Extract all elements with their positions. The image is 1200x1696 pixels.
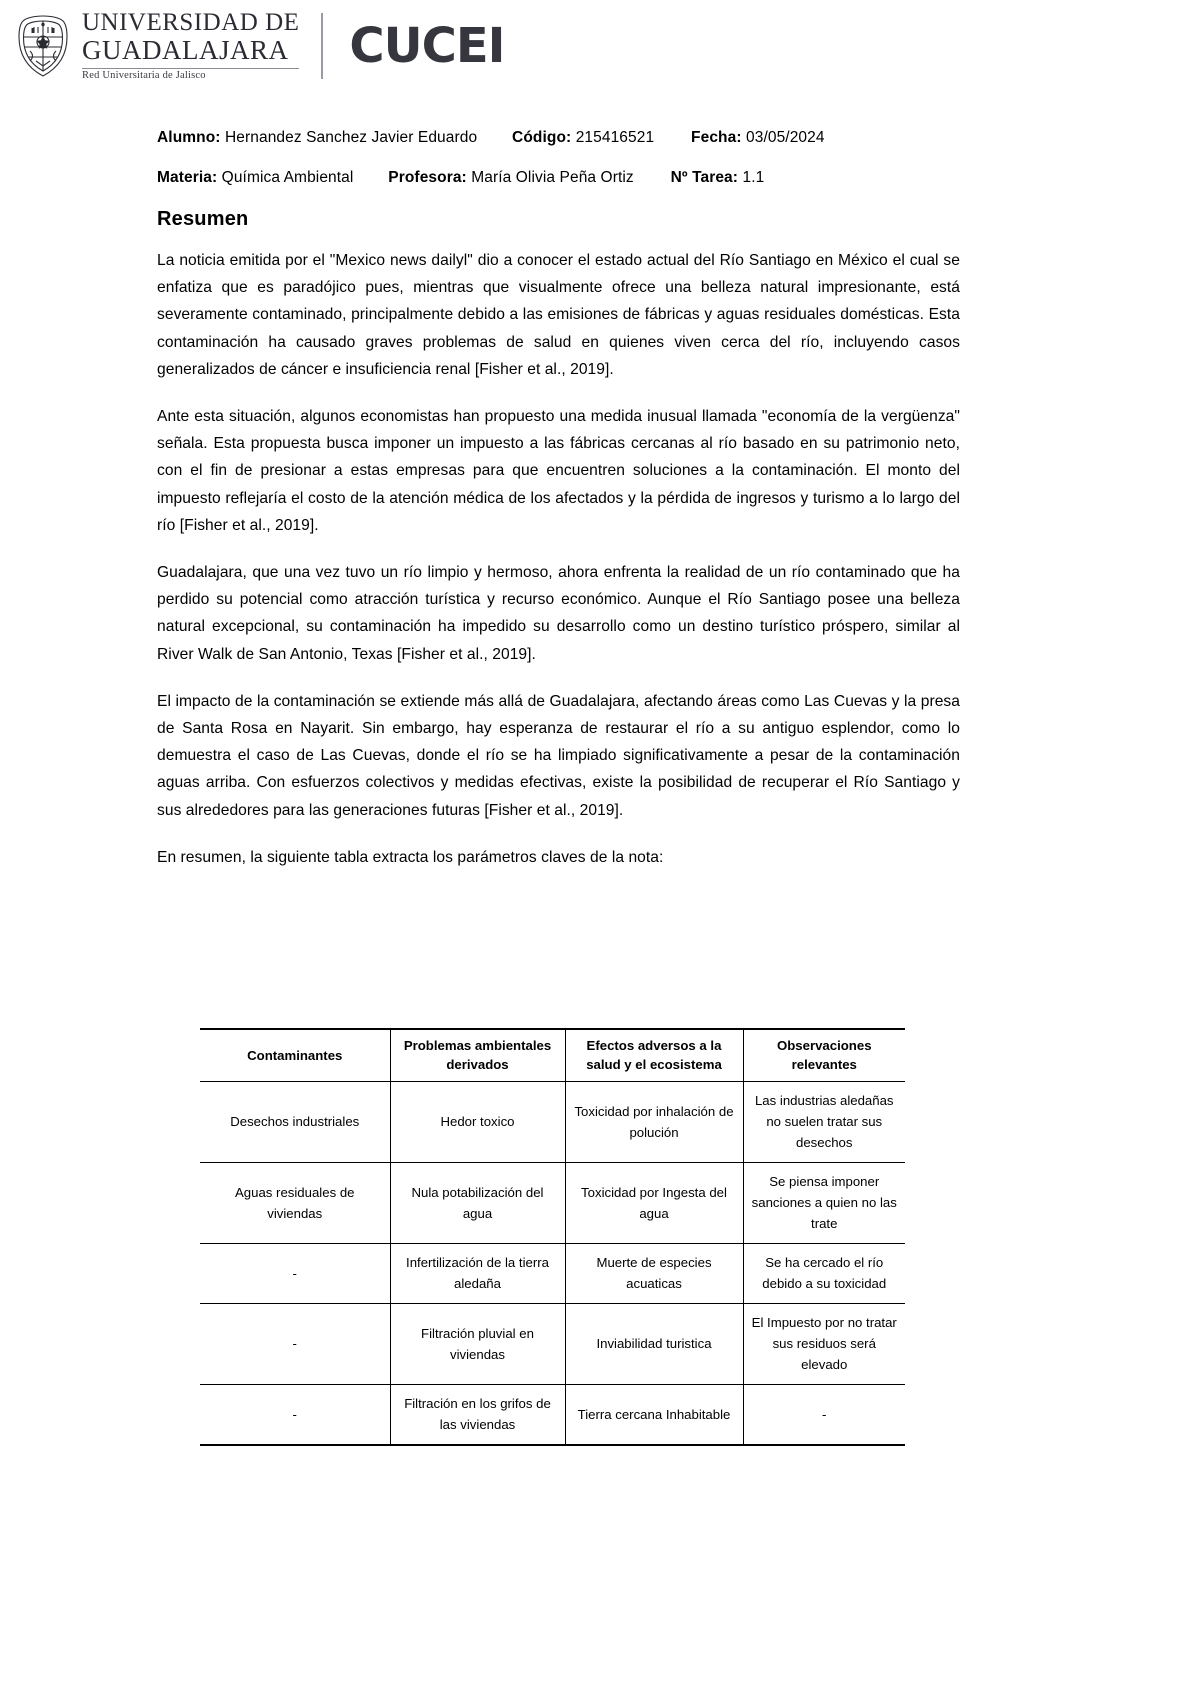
profesora-label: Profesora: [388, 169, 467, 186]
cell-observaciones: - [743, 1385, 905, 1446]
table-row [200, 1304, 905, 1385]
paragraph-1: La noticia emitida por el "Mexico news dailyl" dio a conocer el estado actual del Río Santiago en México el cual se enfatiza que es paradójico pues, mientras que visualmente ofrece una belleza natural impresionante, está severamente contaminado, principalmente debido a las emisiones de fábricas y aguas residuales domésticas. Esta contaminación ha causado graves problemas de salud en quienes viven cerca del río, incluyendo casos generalizados de cáncer e insuficiencia renal [Fisher et al., 2019]. [157, 252, 960, 378]
table-intro-text: En resumen, la siguiente tabla extracta los parámetros claves de la nota: [157, 848, 664, 866]
summary-table-container [200, 1028, 905, 1446]
table-header-contaminantes: Contaminantes [200, 1029, 390, 1082]
tarea-value: 1.1 [742, 169, 765, 186]
cell-efectos: Muerte de especies acuaticas [565, 1244, 743, 1304]
paragraph-2: Ante esta situación, algunos economistas han propuesto una medida inusual llamada "economía de la vergüenza" señala. Esta propuesta busca imponer un impuesto a las fábricas cercanas al río basado en su patrimonio neto, con el fin de presionar a estas empresas para que encuentren soluciones a la contaminación. El monto del impuesto reflejaría el costo de la atención médica de los afectados y la pérdida de ingresos y turismo a lo largo del río [Fisher et al., 2019]. [157, 408, 960, 534]
document-body [157, 128, 960, 881]
cell-problemas: Nula potabilización del agua [390, 1163, 565, 1244]
cell-observaciones: El Impuesto por no tratar sus residuos será elevado [743, 1304, 905, 1385]
cell-problemas: Filtración en los grifos de las viviendas [390, 1385, 565, 1446]
table-header-problemas: Problemas ambientales derivados [390, 1029, 565, 1082]
cell-observaciones: Se ha cercado el río debido a su toxicidad [743, 1244, 905, 1304]
udg-crest-icon [14, 13, 72, 79]
university-tagline: Red Universitaria de Jalisco [82, 68, 299, 82]
cucei-wordmark: CUCEI [349, 18, 505, 74]
alumno-label: Alumno: [157, 129, 221, 146]
university-line-2: GUADALAJARA [82, 35, 289, 66]
paragraph-4: El impacto de la contaminación se extiende más allá de Guadalajara, afectando áreas como Las Cuevas y la presa de Santa Rosa en Nayarit. Sin embargo, hay esperanza de restaurar el río a su antiguo esplendor, como lo demuestra el caso de Las Cuevas, donde el río se ha limpiado significativamente a pesar de la contaminación aguas arriba. Con esfuerzos colectivos y medidas efectivas, existe la posibilidad de recuperar el Río Santiago y sus alrededores para las generaciones futuras [Fisher et al., 2019]. [157, 692, 960, 819]
cell-contaminantes: - [200, 1385, 390, 1446]
cell-contaminantes: - [200, 1304, 390, 1385]
cell-observaciones: Se piensa imponer sanciones a quien no las trate [743, 1163, 905, 1244]
table-header-efectos: Efectos adversos a la salud y el ecosistema [565, 1029, 743, 1082]
cell-efectos: Inviabilidad turistica [565, 1304, 743, 1385]
meta-row-student [157, 128, 960, 148]
meta-row-course [157, 168, 960, 188]
fecha-value: 03/05/2024 [746, 129, 825, 146]
materia-label: Materia: [157, 169, 218, 186]
cell-efectos: Toxicidad por Ingesta del agua [565, 1163, 743, 1244]
cell-contaminantes: - [200, 1244, 390, 1304]
profesora-value: María Olivia Peña Ortiz [471, 169, 634, 186]
codigo-label: Código: [512, 129, 572, 146]
letterhead-divider [321, 13, 323, 79]
alumno-value: Hernandez Sanchez Javier Eduardo [224, 129, 478, 146]
cell-efectos: Toxicidad por inhalación de polución [565, 1082, 743, 1163]
tarea-label: Nº Tarea: [670, 169, 739, 186]
table-row [200, 1244, 905, 1304]
cell-contaminantes: Aguas residuales de viviendas [200, 1163, 390, 1244]
table-header-observaciones: Observaciones relevantes [743, 1029, 905, 1082]
fecha-label: Fecha: [691, 129, 742, 146]
cell-problemas: Infertilización de la tierra aledaña [390, 1244, 565, 1304]
table-row [200, 1163, 905, 1244]
cell-problemas: Filtración pluvial en viviendas [390, 1304, 565, 1385]
letterhead [0, 0, 1200, 92]
table-header-row [200, 1029, 905, 1082]
summary-table [200, 1028, 905, 1446]
university-wordmark [82, 10, 299, 82]
cell-observaciones: Las industrias aledañas no suelen tratar sus desechos [743, 1082, 905, 1163]
table-row [200, 1082, 905, 1163]
materia-value: Química Ambiental [221, 169, 354, 186]
cell-problemas: Hedor toxico [390, 1082, 565, 1163]
paragraph-3: Guadalajara, que una vez tuvo un río limpio y hermoso, ahora enfrenta la realidad de un río contaminado que ha perdido su potencial como atracción turística y recurso económico. Aunque el Río Santiago posee una belleza natural excepcional, su contaminación ha impedido su desarrollo como un destino turístico próspero, similar al River Walk de San Antonio, Texas [Fisher et al., 2019]. [157, 564, 960, 663]
section-heading-resumen: Resumen [157, 208, 249, 230]
university-line-1: UNIVERSIDAD DE [82, 9, 300, 37]
codigo-value: 215416521 [575, 129, 655, 146]
table-row [200, 1385, 905, 1446]
cell-contaminantes: Desechos industriales [200, 1082, 390, 1163]
cell-efectos: Tierra cercana Inhabitable [565, 1385, 743, 1446]
